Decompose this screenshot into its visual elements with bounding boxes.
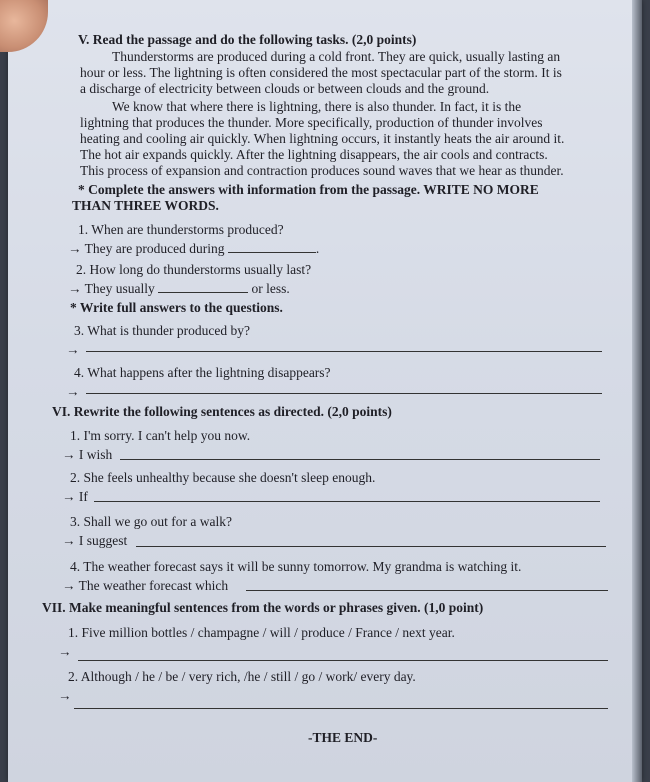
- answer-prefix: → They usually: [68, 281, 155, 296]
- passage-line: heating and cooling air quickly. When lightning occurs, it instantly heats the air around it.: [80, 131, 565, 146]
- answer-rule[interactable]: [94, 501, 600, 502]
- passage-line: We know that where there is lightning, there is also thunder. In fact, it is the: [112, 99, 522, 114]
- passage-line: a discharge of electricity between clouds or between clouds and the ground.: [80, 81, 490, 96]
- task-instruction: * Write full answers to the questions.: [70, 300, 283, 315]
- sentence: 2. Although / he / be / very rich, /he / still / go / work/ every day.: [68, 669, 416, 684]
- section-vii-heading: VII. Make meaningful sentences from the words or phrases given. (1,0 point): [42, 600, 484, 615]
- answer-arrow: →: [66, 342, 80, 357]
- passage-line: The hot air expands quickly. After the lightning disappears, the air cools and contracts.: [80, 147, 548, 162]
- sentence: 1. Five million bottles / champagne / will / produce / France / next year.: [68, 625, 455, 640]
- answer-arrow: →: [66, 384, 80, 399]
- question: 3. What is thunder produced by?: [74, 323, 250, 338]
- answer-rule[interactable]: [246, 590, 608, 591]
- task-instruction: * Complete the answers with information from the passage. WRITE NO MORE: [78, 182, 539, 197]
- passage-line: hour or less. The lightning is often considered the most spectacular part of the storm. It is: [80, 65, 562, 80]
- question: 1. When are thunderstorms produced?: [78, 222, 284, 237]
- rewrite-prefix: → If: [62, 489, 88, 504]
- rewrite-prefix: → The weather forecast which: [62, 578, 229, 593]
- passage-line: Thunderstorms are produced during a cold front. They are quick, usually lasting an: [112, 49, 561, 64]
- finger-shadow: [0, 0, 48, 52]
- sentence: 4. The weather forecast says it will be sunny tomorrow. My grandma is watching it.: [70, 559, 522, 574]
- rewrite-prefix: → I wish: [62, 447, 113, 462]
- answer-rule[interactable]: [86, 393, 602, 394]
- passage-line: This process of expansion and contraction produces sound waves that we hear as thunder.: [80, 163, 564, 178]
- question: 4. What happens after the lightning disappears?: [74, 365, 331, 380]
- answer-prefix: → They are produced during: [68, 241, 225, 256]
- answer-suffix: .: [315, 241, 320, 256]
- answer-line: [68, 281, 290, 297]
- task-instruction: THAN THREE WORDS.: [72, 198, 219, 213]
- answer-rule[interactable]: [78, 660, 608, 661]
- the-end: -THE END-: [308, 730, 378, 745]
- answer-rule[interactable]: [74, 708, 608, 709]
- answer-rule[interactable]: [86, 351, 602, 352]
- answer-rule[interactable]: [136, 546, 606, 547]
- answer-blank[interactable]: [228, 242, 316, 253]
- answer-suffix: or less.: [251, 281, 290, 296]
- section-vi-heading: VI. Rewrite the following sentences as directed. (2,0 points): [52, 404, 392, 419]
- passage-line: lightning that produces the thunder. More specifically, production of thunder involves: [80, 115, 543, 130]
- sentence: 1. I'm sorry. I can't help you now.: [70, 428, 251, 443]
- answer-arrow: →: [58, 688, 72, 703]
- answer-line: [68, 241, 319, 257]
- exam-paper: [8, 0, 642, 782]
- answer-blank[interactable]: [158, 282, 248, 293]
- paper-edge: [632, 0, 642, 782]
- sentence: 3. Shall we go out for a walk?: [70, 514, 232, 529]
- rewrite-prefix: → I suggest: [62, 533, 128, 548]
- answer-rule[interactable]: [120, 459, 600, 460]
- sentence: 2. She feels unhealthy because she doesn't sleep enough.: [70, 470, 376, 485]
- answer-arrow: →: [58, 644, 72, 659]
- section-v-heading: V. Read the passage and do the following tasks. (2,0 points): [78, 32, 417, 47]
- question: 2. How long do thunderstorms usually last?: [76, 262, 312, 277]
